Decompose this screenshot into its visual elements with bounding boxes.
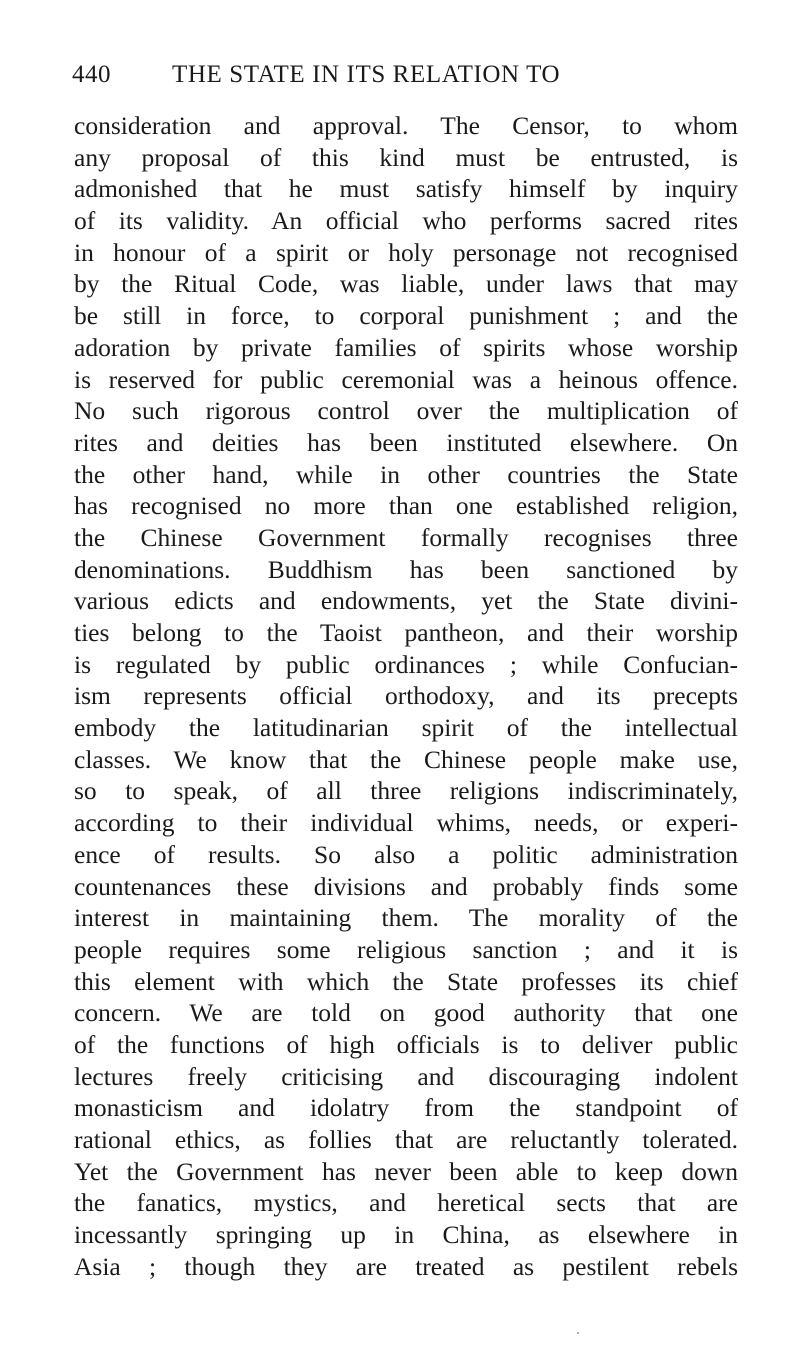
text-line: of its validity. An official who performs sacred rites (74, 206, 738, 236)
text-line: classes. We know that the Chinese people make use, (74, 744, 738, 774)
running-head: THE STATE IN ITS RELATION TO (172, 61, 561, 88)
text-line: ism represents official orthodoxy, and its precepts (74, 681, 738, 711)
page-header (72, 58, 732, 92)
text-line: countenances these divisions and probably finds some (74, 871, 738, 901)
text-line: consideration and approval. The Censor, to whom (74, 111, 738, 140)
page-number: 440 (72, 61, 111, 88)
text-line: of the functions of high officials is to deliver public (74, 1029, 738, 1059)
text-line: rational ethics, as follies that are reluctantly tolerated. (74, 1125, 738, 1154)
text-line: the fanatics, mystics, and heretical sects that are (74, 1188, 738, 1218)
body-text (74, 110, 738, 1282)
text-line: any proposal of this kind must be entrusted, is (74, 142, 738, 172)
text-line: has recognised no more than one established religion, (74, 491, 738, 521)
text-line: monasticism and idolatry from the standpoint of (74, 1093, 738, 1123)
text-line: rites and deities has been instituted elsewhere. On (74, 427, 738, 457)
text-line: admonished that he must satisfy himself by inquiry (74, 174, 738, 204)
text-line: this element with which the State professes its chief (74, 966, 738, 996)
text-line: the other hand, while in other countries the State (74, 459, 738, 489)
text-line: interest in maintaining them. The morality of the (74, 903, 738, 933)
text-line: the Chinese Government formally recognises three (74, 522, 738, 552)
text-line: so to speak, of all three religions indiscriminately, (74, 776, 738, 806)
text-line: ties belong to the Taoist pantheon, and their worship (74, 618, 738, 647)
text-line: in honour of a spirit or holy personage not recognised (74, 237, 738, 267)
text-line: lectures freely criticising and discouraging indolent (74, 1061, 738, 1091)
text-line: according to their individual whims, needs, or experi- (74, 808, 738, 838)
text-line: by the Ritual Code, was liable, under laws that may (74, 269, 738, 299)
text-line: denominations. Buddhism has been sanctioned by (74, 554, 738, 584)
text-line: adoration by private families of spirits whose worship (74, 332, 738, 362)
text-line: concern. We are told on good authority that one (74, 998, 738, 1028)
text-line: is reserved for public ceremonial was a heinous offence. (74, 364, 738, 394)
text-line: Asia ; though they are treated as pestilent rebels (74, 1251, 738, 1281)
text-line: embody the latitudinarian spirit of the intellectual (74, 713, 738, 743)
text-line: be still in force, to corporal punishment ; and the (74, 301, 738, 331)
text-line: various edicts and endowments, yet the State divini- (74, 586, 738, 616)
text-line: is regulated by public ordinances ; while Confucian- (74, 649, 738, 679)
text-line: No such rigorous control over the multiplication of (74, 396, 738, 426)
text-line: ence of results. So also a politic administration (74, 839, 738, 869)
text-line: people requires some religious sanction ; and it is (74, 934, 738, 964)
text-line: incessantly springing up in China, as elsewhere in (74, 1220, 738, 1250)
print-speck (577, 1332, 579, 1334)
text-line: Yet the Government has never been able to keep down (74, 1156, 738, 1186)
